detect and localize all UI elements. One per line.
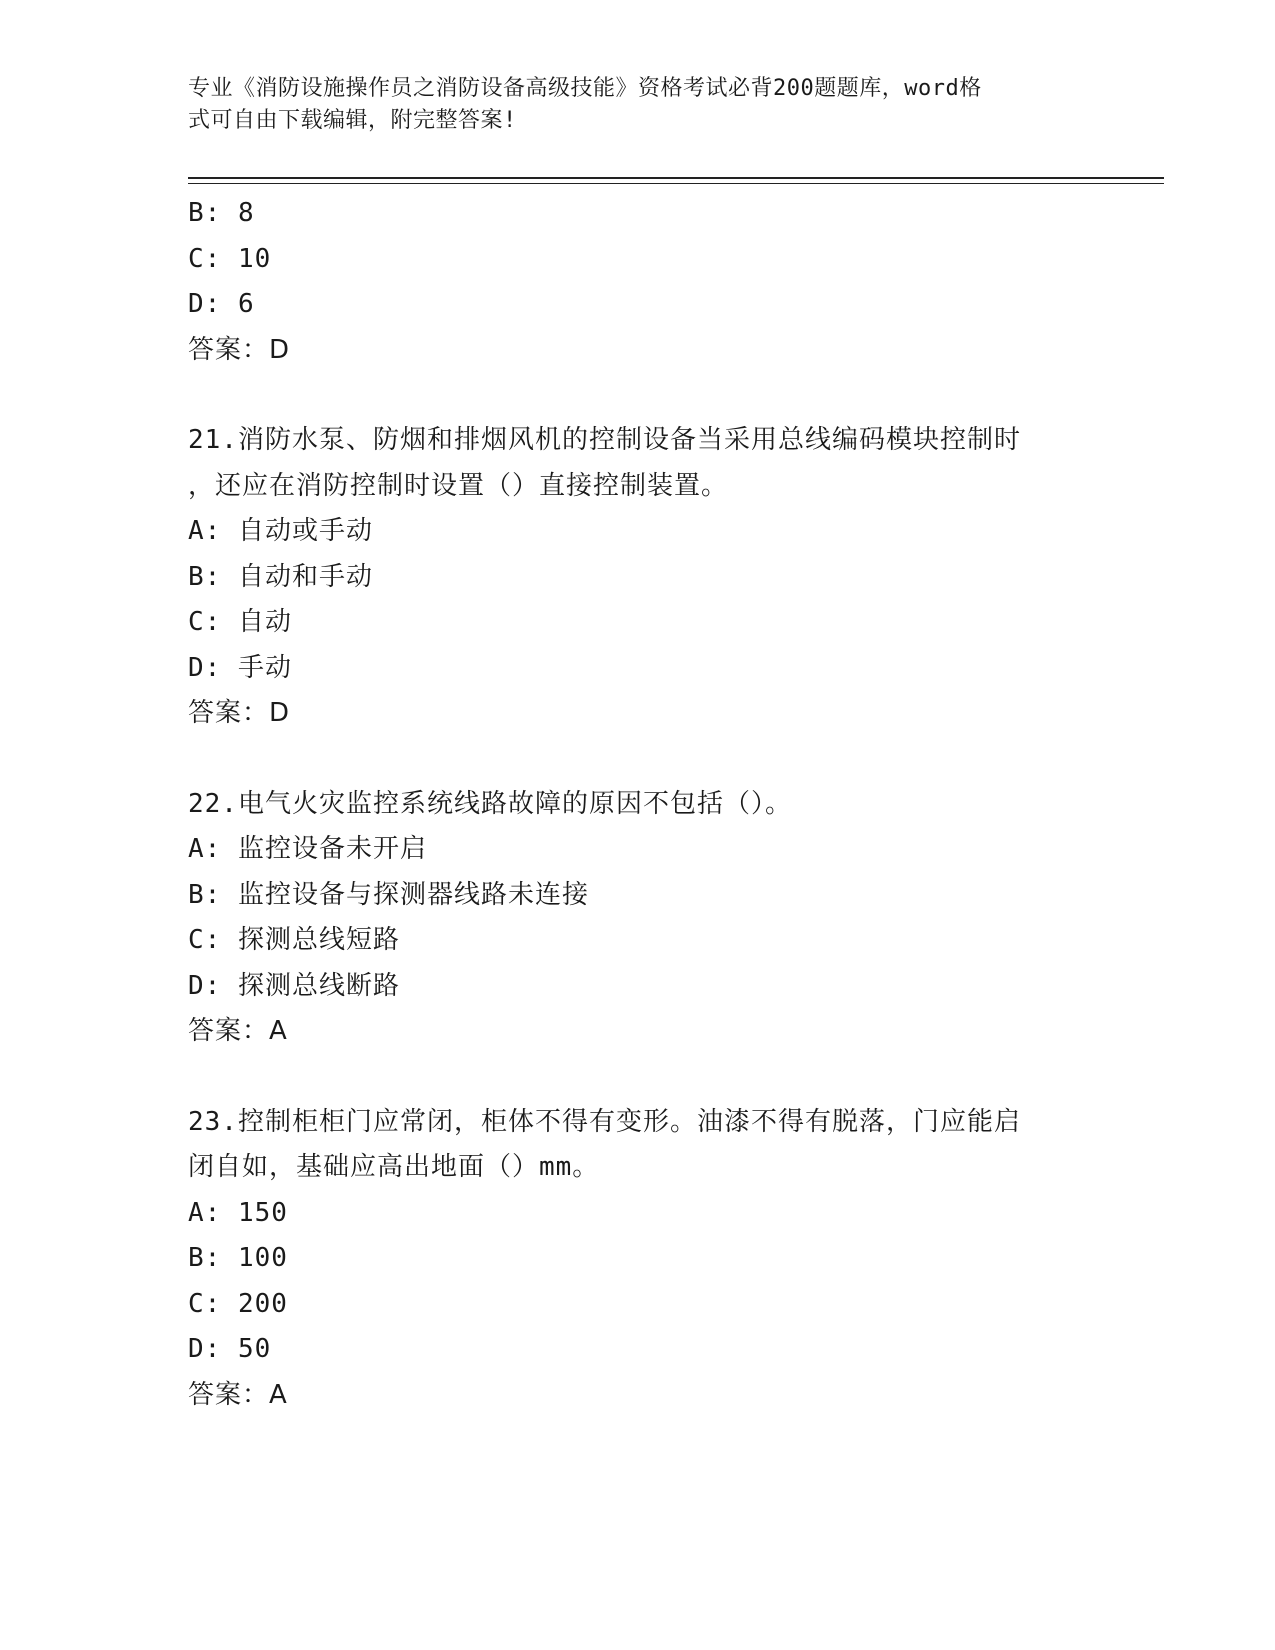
option-d: D: 手动 [188,652,292,683]
option-b: B: 监控设备与探测器线路未连接 [188,879,589,910]
option-a: A: 监控设备未开启 [188,834,427,864]
answer-label: 答案：D [188,334,291,365]
spacer [188,373,1088,418]
document-header [188,73,1068,137]
header-line-1: 专业《消防设施操作员之消防设备高级技能》资格考试必背200题题库，word格 [188,76,982,101]
answer-label: 答案：A [188,1379,288,1410]
question-block-22 [188,782,1088,1055]
header-divider-thin [188,183,1164,184]
question-block-prev [188,191,1088,373]
spacer [188,1055,1088,1100]
option-b: B: 100 [188,1243,288,1273]
option-d: D: 探测总线断路 [188,970,400,1001]
question-stem-line-1: 21.消防水泵、防烟和排烟风机的控制设备当采用总线编码模块控制时 [188,425,1021,455]
option-c: C: 自动 [188,607,292,637]
question-block-23 [188,1100,1088,1419]
option-b: B: 自动和手动 [188,561,373,592]
question-block-21 [188,418,1088,737]
question-stem-line-2: ，还应在消防控制时设置（）直接控制装置。 [188,470,729,501]
option-d: D: 6 [188,289,255,319]
question-stem-line-1: 22.电气火灾监控系统线路故障的原因不包括（）。 [188,788,792,819]
question-stem-line-1: 23.控制柜柜门应常闭，柜体不得有变形。油漆不得有脱落，门应能启 [188,1106,1021,1137]
option-a: A: 自动或手动 [188,516,373,546]
option-d: D: 50 [188,1334,272,1364]
option-c: C: 10 [188,243,272,274]
option-a: A: 150 [188,1197,288,1228]
question-stem-line-2: 闭自如，基础应高出地面（）mm。 [188,1152,600,1182]
answer-label: 答案：A [188,1016,288,1046]
spacer [188,737,1088,782]
option-c: C: 200 [188,1288,288,1319]
header-line-2: 式可自由下载编辑，附完整答案! [188,108,517,133]
option-c: C: 探测总线短路 [188,925,400,955]
header-divider-thick [188,177,1164,179]
question-list [188,191,1088,1418]
option-b: B: 8 [188,198,255,228]
answer-label: 答案：D [188,698,291,728]
